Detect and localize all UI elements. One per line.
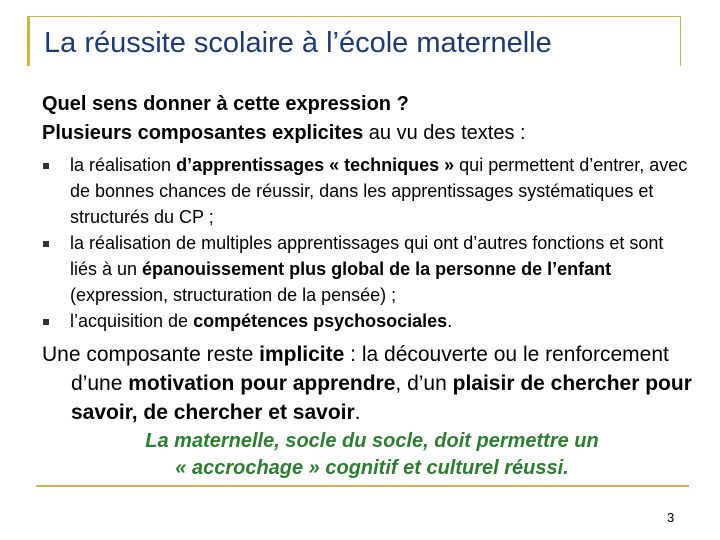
- implicit-t1: Une composante reste: [42, 343, 260, 366]
- bullet-1-text: la réalisation: [70, 155, 177, 175]
- bullet-list: [42, 152, 692, 334]
- conclusion-line-1: La maternelle, socle du socle, doit permettre un: [145, 430, 599, 452]
- conclusion: [42, 428, 692, 482]
- bullet-3-text: l’acquisition de: [70, 311, 194, 331]
- implicit-t4: .: [354, 401, 361, 424]
- square-bullet-icon: [43, 163, 49, 169]
- slide-title: La réussite scolaire à l’école maternelle: [44, 27, 552, 59]
- intro-line: [42, 119, 692, 148]
- implicit-b2: motivation pour apprendre: [128, 372, 396, 395]
- implicit-b1: implicite: [259, 343, 345, 366]
- list-item: [42, 152, 692, 230]
- implicit-t2: : la découverte ou le renforcement d’une: [71, 343, 669, 395]
- bullet-2-rest: (expression, structuration de la pensée) ;: [70, 285, 397, 305]
- implicit-b3: plaisir de chercher pour savoir, de chercher et savoir: [71, 372, 692, 424]
- square-bullet-icon: [43, 319, 49, 325]
- square-bullet-icon: [43, 241, 49, 247]
- question-line: [42, 90, 692, 119]
- bullet-3-rest: .: [447, 311, 453, 331]
- intro-rest: au vu des textes :: [363, 122, 526, 144]
- bullet-2-bold: épanouissement plus global de la personne de l’enfant: [142, 259, 612, 279]
- intro-bold: Plusieurs composantes explicites: [42, 122, 364, 144]
- bullet-1-rest: qui permettent d’entrer, avec de bonnes chances de réussir, dans les apprentissages systématiques et structurés du CP ;: [70, 155, 688, 227]
- conclusion-line-2: « accrochage » cognitif et culturel réussi.: [175, 457, 569, 479]
- implicit-paragraph: [42, 340, 692, 427]
- question-text: Quel sens donner à cette expression ?: [42, 93, 409, 115]
- implicit-t3: , d’un: [395, 372, 453, 395]
- footer-divider: [36, 485, 689, 487]
- bullet-3-bold: compétences psychosociales: [193, 311, 448, 331]
- slide-body: [42, 90, 692, 482]
- list-item: [42, 230, 692, 308]
- list-item: [42, 308, 692, 334]
- bullet-2-text: la réalisation de multiples apprentissages qui ont d’autres fonctions et sont liés à un: [70, 233, 664, 279]
- bullet-1-bold: d’apprentissages « techniques »: [176, 155, 455, 175]
- page-number: 3: [667, 510, 675, 525]
